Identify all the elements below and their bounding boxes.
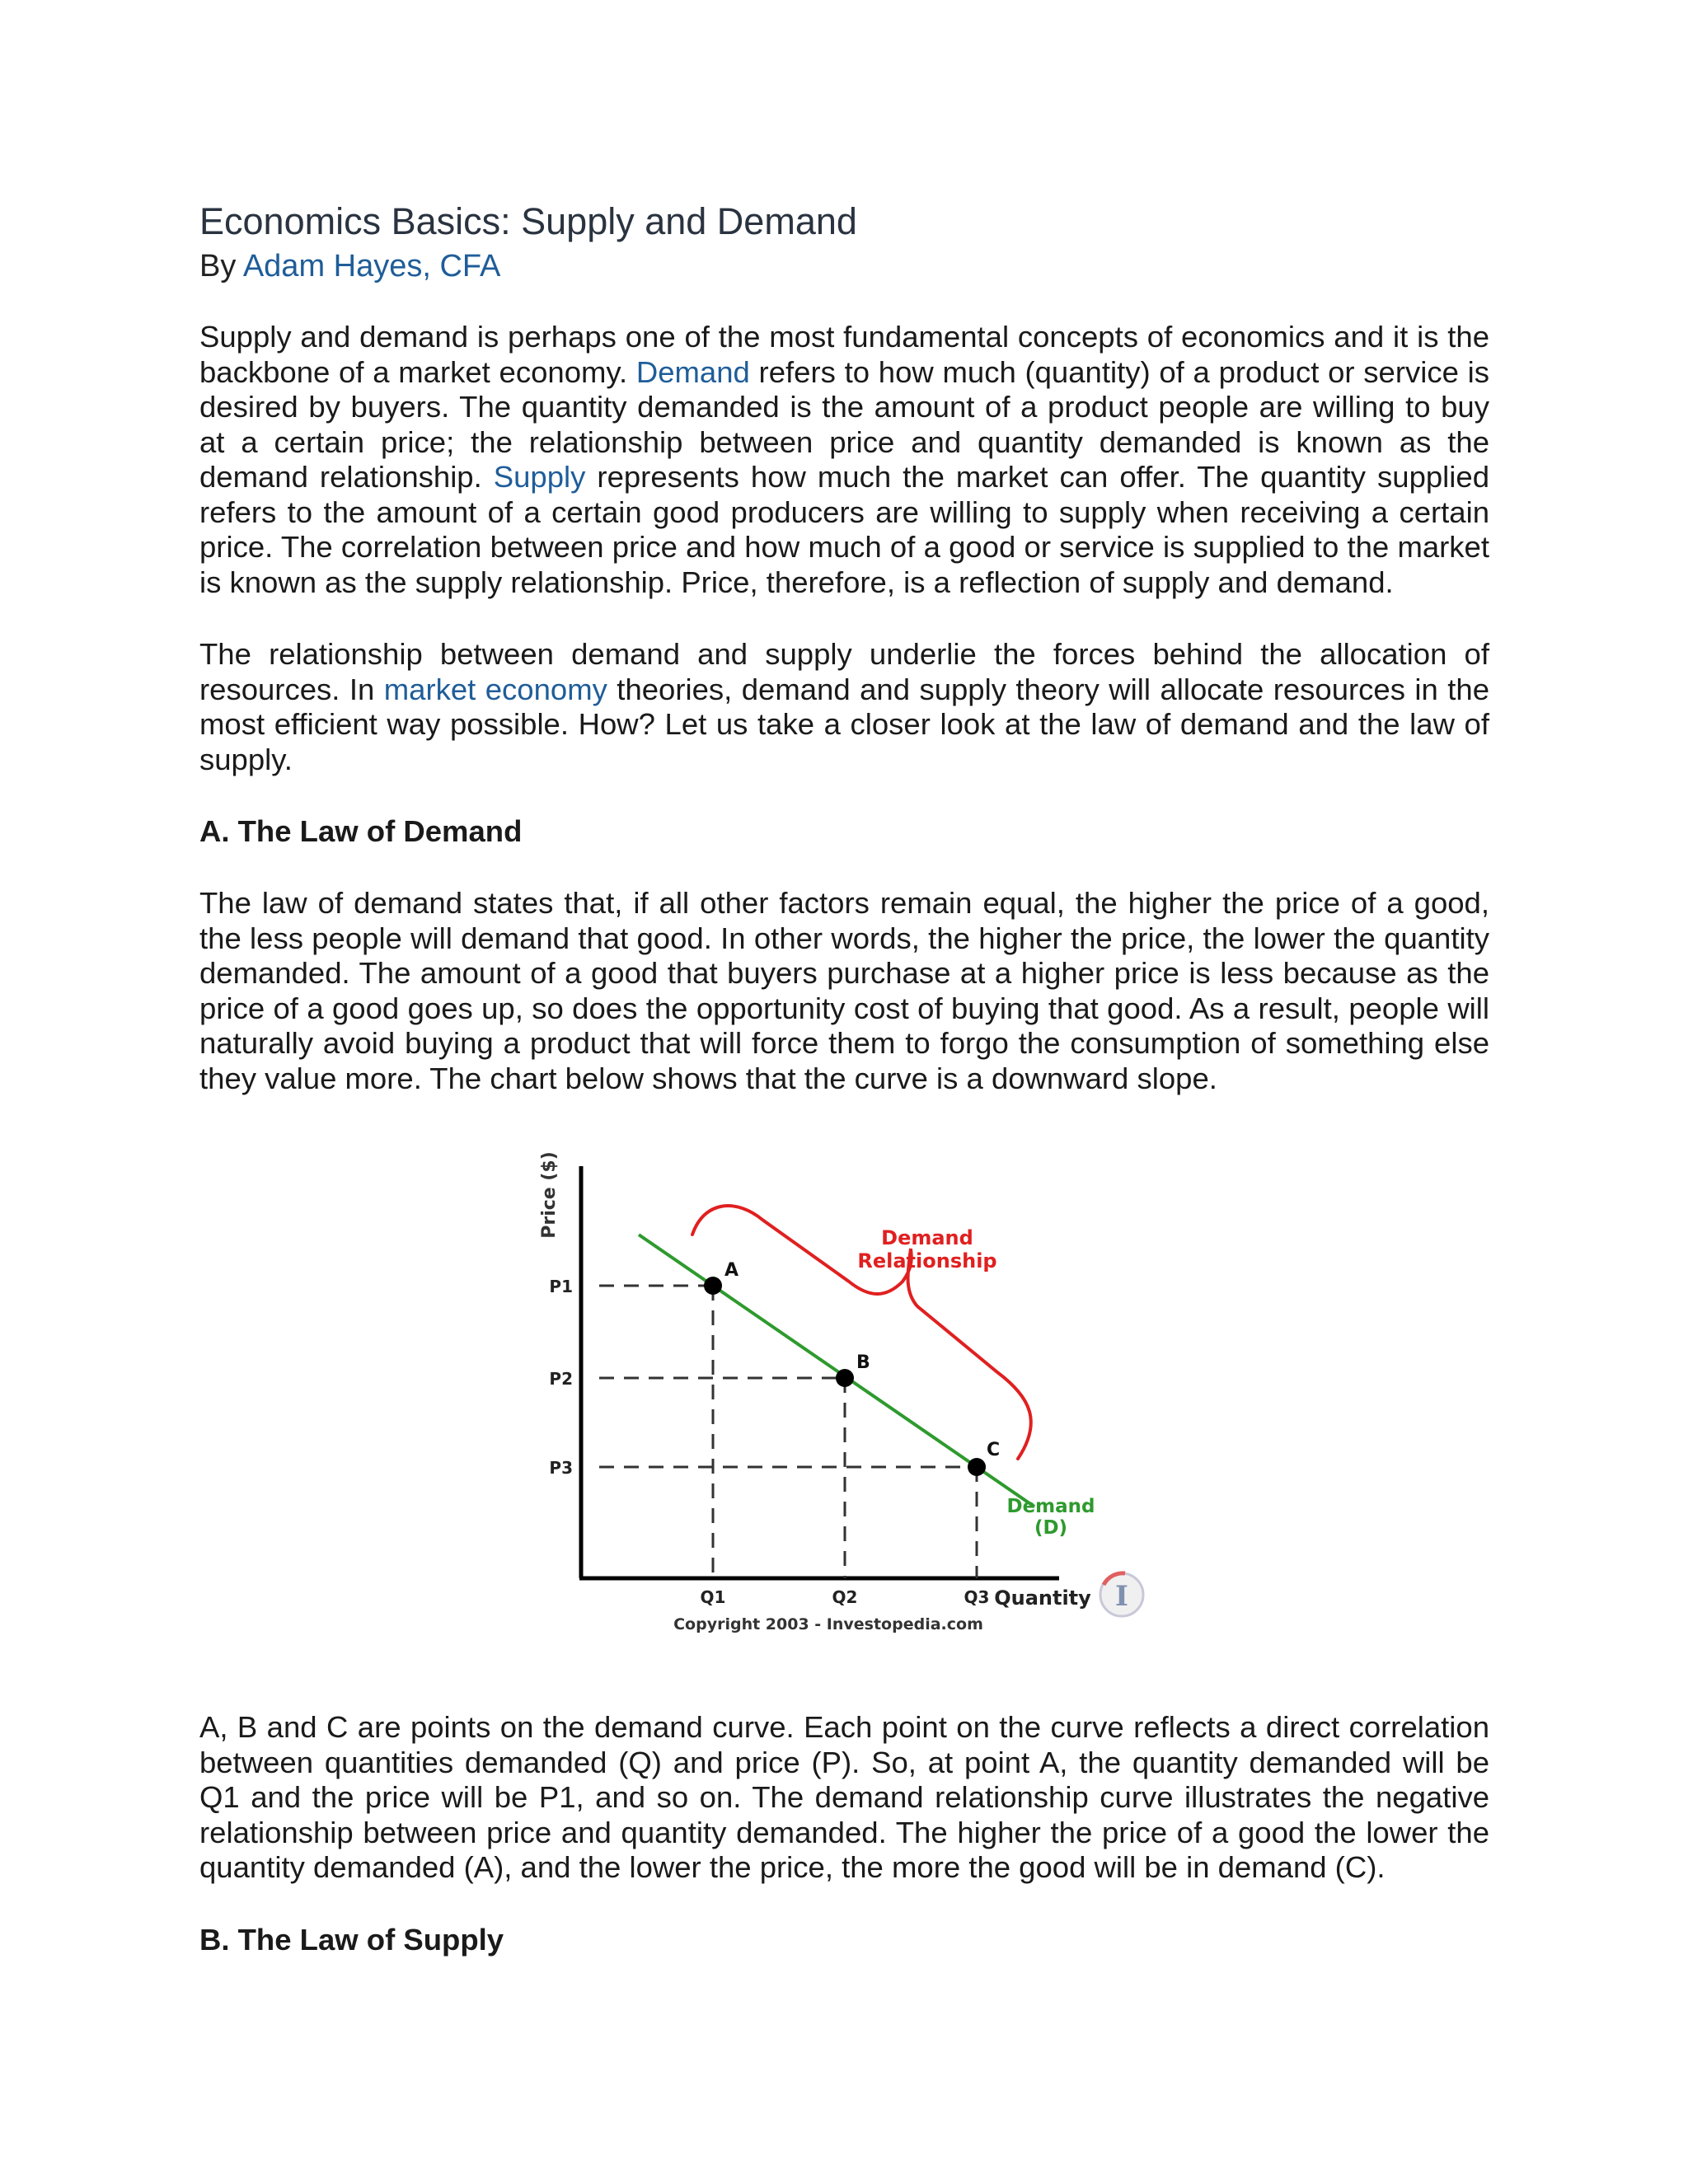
demand-chart bbox=[515, 1133, 1191, 1661]
document-page bbox=[199, 198, 1489, 1994]
x-axis-label: Quantity bbox=[994, 1586, 1091, 1610]
demand-point bbox=[704, 1277, 722, 1295]
annotation-label: Relationship bbox=[857, 1249, 997, 1272]
demand-chart-figure bbox=[515, 1133, 1191, 1661]
text-span: refers to how much (quantity) of a product or service is desired by buyers. The quantity demanded is the amount of a product people are willing to buy at a certain price; the relationship between price and quantity demanded is known as the demand relationship. bbox=[199, 354, 1490, 494]
y-tick-label: P2 bbox=[549, 1369, 573, 1389]
paragraph-intro bbox=[199, 320, 1489, 600]
text-span: theories, demand and supply theory will allocate resources in the most efficient way possible. How? Let us take a closer look at the law of demand and the law of supply. bbox=[199, 672, 1490, 776]
y-tick-label: P1 bbox=[549, 1277, 573, 1296]
logo-letter: I bbox=[1115, 1580, 1128, 1613]
supply-link[interactable]: Supply bbox=[493, 460, 586, 494]
chart-marks bbox=[549, 1206, 1095, 1610]
annotation-label: Demand bbox=[881, 1226, 973, 1249]
demand-relationship-brace bbox=[692, 1206, 1031, 1459]
demand-point bbox=[836, 1369, 854, 1387]
demand-series-label: (D) bbox=[1034, 1517, 1068, 1539]
point-label: C bbox=[987, 1440, 1001, 1460]
text-span: The relationship between demand and supply underlie the forces behind the allocation of resources. In bbox=[199, 637, 1489, 706]
market-economy-link[interactable]: market economy bbox=[383, 672, 607, 706]
byline-prefix: By bbox=[199, 249, 237, 284]
point-label: B bbox=[856, 1352, 870, 1373]
section-heading-demand: A. The Law of Demand bbox=[199, 814, 523, 848]
text-span: represents how much the market can offer. The quantity supplied refers to the amount of a certain good producers are willing to supply when receiving a certain price. The correlation between price and how much of a good or service is supplied to the market is known as the supply relationship. Price, therefore, is a reflection of supply and demand. bbox=[199, 460, 1489, 599]
byline bbox=[199, 246, 1489, 287]
section-heading-supply: B. The Law of Supply bbox=[199, 1922, 504, 1957]
demand-point bbox=[968, 1458, 986, 1476]
x-tick-label: Q2 bbox=[832, 1587, 858, 1607]
y-tick-label: P3 bbox=[549, 1458, 573, 1478]
paragraph-allocation bbox=[199, 637, 1489, 777]
text-span: Supply and demand is perhaps one of the most fundamental concepts of economics and it is the backbone of a market economy. bbox=[199, 320, 1489, 389]
x-tick-label: Q3 bbox=[964, 1587, 990, 1607]
demand-link[interactable]: Demand bbox=[635, 354, 750, 389]
paragraph-law-of-demand: The law of demand states that, if all other factors remain equal, the higher the price of a good, the less people will demand that good. In other words, the higher the price, the lower the quantity demanded. The amount of a good that buyers purchase at a higher price is less because as the price of a good goes up, so does the opportunity cost of buying that good. As a result, people will naturally avoid buying a product that will force them to forgo the consumption of something else they value more. The chart below shows that the curve is a downward slope. bbox=[199, 886, 1489, 1095]
copyright-text: Copyright 2003 - Investopedia.com bbox=[673, 1615, 983, 1633]
demand-series-label: Demand bbox=[1006, 1496, 1095, 1517]
paragraph-points-explanation: A, B and C are points on the demand curve. Each point on the curve reflects a direct correlation between quantities demanded (Q) and price (P). So, at point A, the quantity demanded will be Q1 and the price will be P1, and so on. The demand relationship curve illustrates the negative relationship between price and quantity demanded. The higher the price of a good the lower the quantity demanded (A), and the lower the price, the more the good will be in demand (C). bbox=[199, 1710, 1489, 1884]
author-link[interactable]: Adam Hayes, CFA bbox=[242, 249, 501, 284]
investopedia-logo bbox=[1100, 1573, 1143, 1616]
y-axis-label: Price ($) bbox=[539, 1151, 560, 1239]
x-tick-label: Q1 bbox=[700, 1587, 726, 1607]
point-label: A bbox=[724, 1260, 739, 1281]
article-title: Economics Basics: Supply and Demand bbox=[199, 200, 857, 242]
